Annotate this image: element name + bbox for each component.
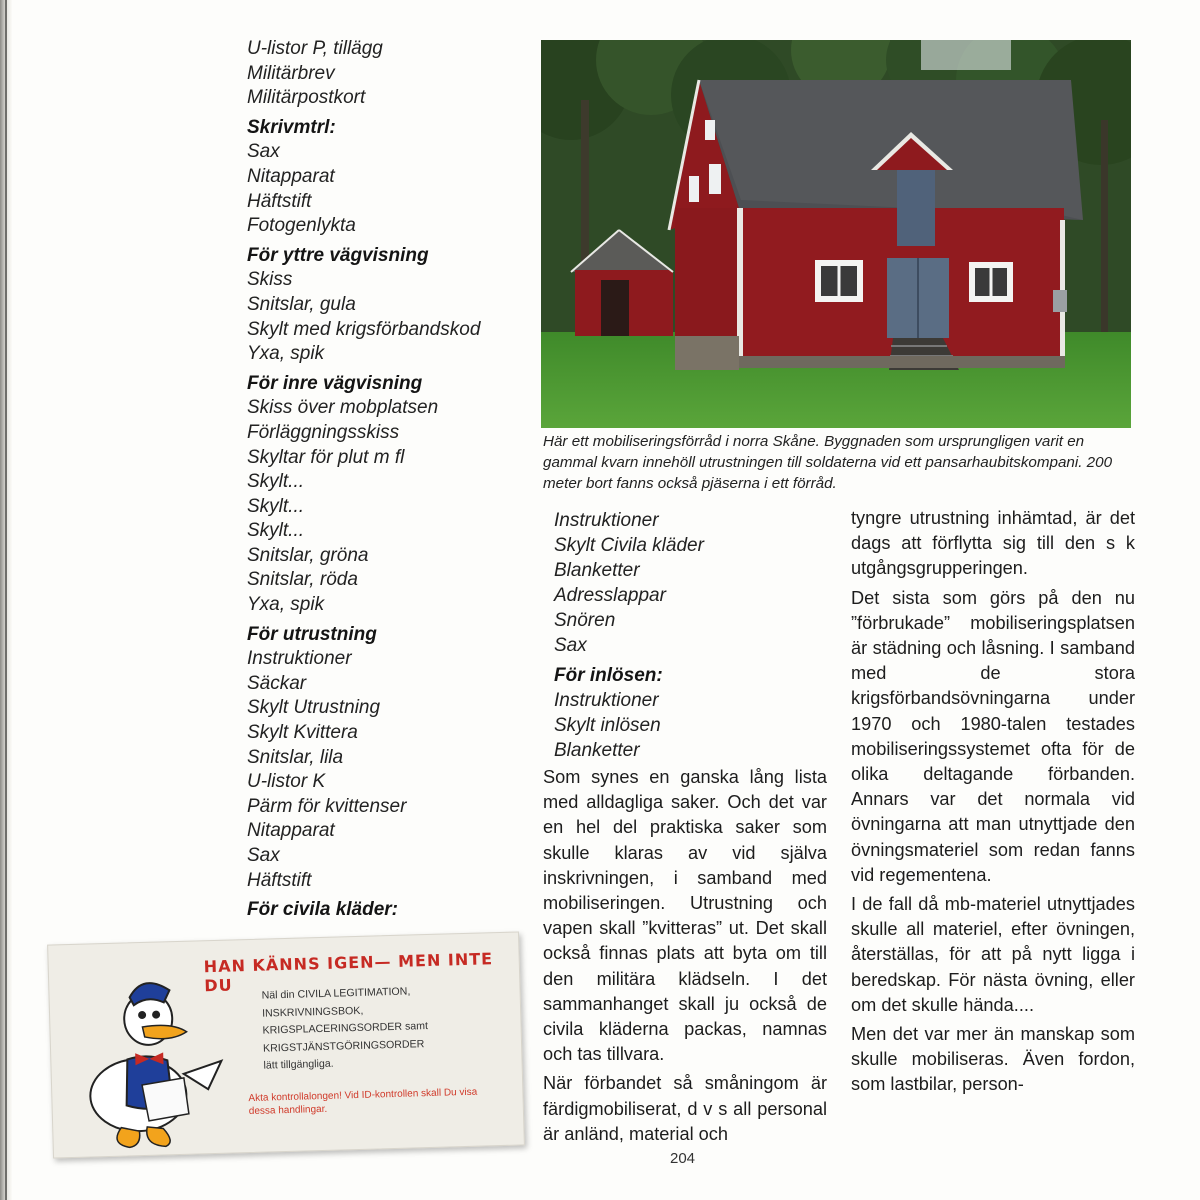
list-heading: För inre vägvisning xyxy=(247,372,423,394)
list-item: Snören xyxy=(554,610,616,631)
list-item: U-listor K xyxy=(247,771,326,793)
list-group xyxy=(554,508,824,658)
storehouse-photo xyxy=(541,40,1131,428)
list-item: Adresslappar xyxy=(554,585,666,606)
list-item: Instruktioner xyxy=(554,510,659,531)
list-item: Nitapparat xyxy=(247,165,335,187)
page-number: 204 xyxy=(670,1150,696,1167)
list-item: Sax xyxy=(247,141,280,163)
list-group xyxy=(247,372,537,618)
list-item: Sax xyxy=(554,635,587,656)
list-item: Nitapparat xyxy=(247,820,335,842)
list-group xyxy=(554,663,824,763)
list-item: Yxa, spik xyxy=(247,594,325,616)
list-item: Skylt inlösen xyxy=(554,715,661,736)
list-heading: För civila kläder: xyxy=(247,899,399,921)
list-item: Skiss xyxy=(247,269,293,291)
list-item: Skylt Kvittera xyxy=(247,722,358,744)
body-text-middle xyxy=(543,765,827,1151)
list-item: Häftstift xyxy=(247,190,312,212)
list-item: Instruktioner xyxy=(247,648,352,670)
notice-text xyxy=(261,983,429,1075)
paragraph: I de fall då mb-materiel utnyttjades skulle all materiel, efter övningen, återställas, för att på nytt ligga i beredskap. För nästa övning, eller om det skulle hända.... xyxy=(851,894,1135,1015)
list-item: Blanketter xyxy=(554,740,640,761)
list-item: Häftstift xyxy=(247,869,312,891)
list-item: Militärpostkort xyxy=(247,87,366,109)
list-item: Snitslar, röda xyxy=(247,569,358,591)
notice-line: Näl din CIVILA LEGITIMATION, xyxy=(261,985,411,1002)
list-heading: För yttre vägvisning xyxy=(247,244,429,266)
list-group xyxy=(247,244,537,367)
list-heading: För utrustning xyxy=(247,623,377,645)
paragraph: När förbandet så småningom är färdigmobiliserat, d v s all personal är anländ, material och xyxy=(543,1073,827,1144)
spine-edge xyxy=(5,0,7,1200)
paragraph: tyngre utrustning inhämtad, är det dags att förflytta sig till den s k utgångsgrupperingen. xyxy=(851,508,1135,579)
list-item: Skylt... xyxy=(247,471,305,493)
list-item: Instruktioner xyxy=(554,690,659,711)
body-text-right xyxy=(851,506,1135,1102)
paragraph: Men det var mer än manskap som skulle mobiliseras. Även fordon, som lastbilar, person- xyxy=(851,1024,1135,1095)
notice-card xyxy=(47,931,525,1158)
list-item: Blanketter xyxy=(554,560,640,581)
notice-warning: Akta kontrollalongen! Vid ID-kontrollen skall Du visa dessa handlingar. xyxy=(248,1086,478,1118)
barn-illustration xyxy=(541,40,1131,428)
list-item: Militärbrev xyxy=(247,62,335,84)
list-item: Snitslar, lila xyxy=(247,746,344,768)
list-item: Yxa, spik xyxy=(247,343,325,365)
list-group xyxy=(247,116,537,239)
notice-line: KRIGSPLACERINGSORDER samt xyxy=(262,1020,429,1037)
list-item: Snitslar, gröna xyxy=(247,544,369,566)
notice-line: lätt tillgängliga. xyxy=(263,1057,334,1072)
photo-caption: Här ett mobiliseringsförråd i norra Skåne. Byggnaden som ursprungligen varit en gammal kvarn innehöll utrustningen till soldaterna vid ett pansarhaubitskompani. 200 meter bort fanns också pjäserna i ett förråd. xyxy=(543,433,1113,492)
list-item: Fotogenlykta xyxy=(247,215,356,237)
list-item: Skylt med krigsförbandskod xyxy=(247,318,481,340)
list-item: U-listor P, tillägg xyxy=(247,38,383,59)
list-item: Skiss över mobplatsen xyxy=(247,397,439,419)
packing-list-left xyxy=(247,37,537,928)
list-item: Skylt... xyxy=(247,520,305,542)
list-item: Skylt Civila kläder xyxy=(554,535,704,556)
list-item: Sax xyxy=(247,845,280,866)
list-item: Skyltar för plut m fl xyxy=(247,446,405,468)
list-item: Skylt Utrustning xyxy=(247,697,381,719)
packing-list-mid xyxy=(554,508,824,768)
list-group xyxy=(247,898,537,923)
list-heading: För inlösen: xyxy=(554,665,663,686)
list-item: Snitslar, gula xyxy=(247,293,356,315)
notice-line: KRIGSTJÄNSTGÖRINGSORDER xyxy=(262,1037,425,1055)
notice-line: INSKRIVNINGSBOK, xyxy=(261,1004,364,1020)
list-item: Förläggningsskiss xyxy=(247,421,400,443)
list-group xyxy=(247,623,537,894)
list-heading: Skrivmtrl: xyxy=(247,116,336,138)
paragraph: Det sista som görs på den nu ”förbrukade” mobiliseringsplatsen är städning och låsning. I samband med de stora krigsförbandsövningarna under 1970 och 1980-talen testades mobiliseringssystemet ofta för de olika deltagande förbanden. Annars var det normala vid övningarna att man utnyttjade den övningsmateriel som redan fanns vid regementena. xyxy=(851,587,1135,885)
list-item: Skylt... xyxy=(247,495,305,517)
paragraph: Som synes en ganska lång lista med alldagliga saker. Och det var en hel del praktiska saker som skulle klaras av vid själva inskrivningen, i samband med mobiliseringen. Utrustning och vapen skall ”kvitteras” ut. Det skall också finnas plats att byta om till den militära klädseln. I det sammanhanget skall ju också de civila kläderna packas, namnas och tas tillvara. xyxy=(543,767,827,1065)
notice-title: HAN KÄNNS IGEN— MEN INTE DU xyxy=(203,949,494,996)
list-group xyxy=(247,37,537,111)
list-item: Pärm för kvittenser xyxy=(247,795,407,817)
list-item: Säckar xyxy=(247,672,307,694)
